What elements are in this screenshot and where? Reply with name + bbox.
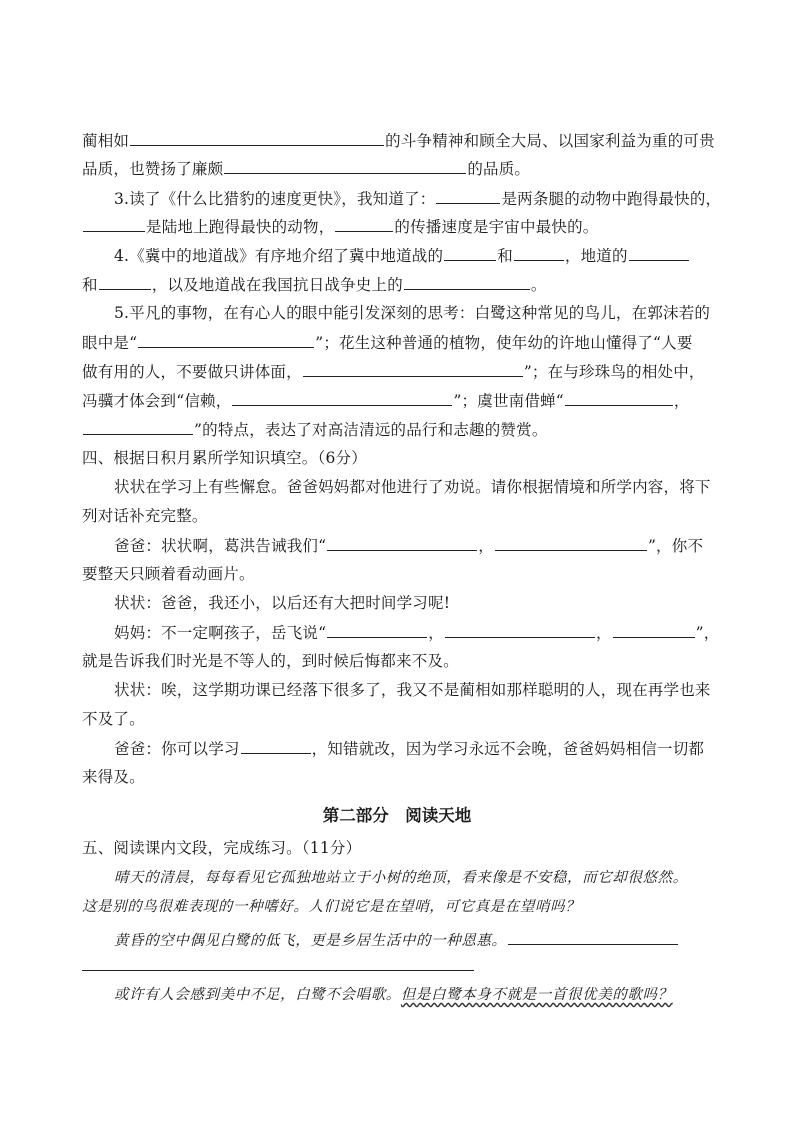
- answer-blank[interactable]: [514, 245, 564, 261]
- s4-dialog-dad-2: 爸爸：你可以学习 ，知错就改，因为学习永远不会晚，爸爸妈妈相信一切都: [114, 740, 705, 758]
- q4-line-2: 和 ，以及地道战在我国抗日战争史上的 。: [82, 276, 547, 294]
- s4-dialog-dad-1: 爸爸：状状啊，葛洪告诫我们“ ， ”，你不: [114, 537, 704, 555]
- q4-line-1: 4.《冀中的地道战》有序地介绍了冀中地道战的 和 ，地道的: [114, 245, 690, 266]
- answer-line[interactable]: [82, 970, 474, 971]
- s4-dialog-dad-2-cont: 来得及。: [82, 768, 145, 786]
- q3-line-2: 是陆地上跑得最快的动物， 的传播速度是宇宙中最快的。: [82, 216, 599, 237]
- answer-blank[interactable]: [404, 274, 530, 290]
- q5-line-1: 5.平凡的事物，在有心人的眼中能引发深刻的思考：白鹭这种常见的鸟儿，在郭沫若的: [114, 304, 711, 322]
- part-2-heading: 第二部分 阅读天地: [322, 806, 472, 825]
- answer-blank[interactable]: [130, 130, 384, 146]
- passage-p1-line-2: 这是别的鸟很难表现的一种嗜好。人们说它是在望哨，可它真是在望哨吗？: [82, 899, 581, 915]
- s4-dialog-kid-2: 状状：唉，这学期功课已经落下很多了，我又不是蔺相如那样聪明的人，现在再学也来: [114, 681, 711, 699]
- s4-dialog-dad-1-cont: 要整天只顾着看动画片。: [82, 565, 255, 583]
- answer-blank[interactable]: [444, 245, 496, 261]
- section-5-title: 五、阅读课内文段，完成练习。（11分）: [82, 839, 362, 857]
- answer-blank[interactable]: [495, 535, 647, 551]
- q5-line-3: 做有用的人，不要做只讲体面， ”；在与珍珠鸟的相处中，: [82, 363, 705, 381]
- answer-blank[interactable]: [327, 535, 477, 551]
- answer-blank[interactable]: [436, 188, 500, 204]
- answer-blank[interactable]: [83, 419, 193, 435]
- q3-line-1: 3.读了《什么比猎豹的速度更快》，我知道了： 是两条腿的动物中跑得最快的，: [114, 190, 722, 208]
- q2-line-1: 蔺相如 的斗争精神和顾全大局、以国家利益为重的可贵: [82, 132, 715, 150]
- q5-line-4: 冯骥才体会到“信赖， ”；虞世南借蝉“ ，: [82, 392, 690, 410]
- answer-blank[interactable]: [327, 622, 427, 638]
- q2-line-2: 品质，也赞扬了廉颇 的品质。: [82, 160, 531, 178]
- wavy-underlined-sentence: 但是白鹭本身不就是一首很优美的歌吗？: [400, 987, 673, 1003]
- answer-blank[interactable]: [232, 390, 452, 406]
- answer-blank[interactable]: [508, 929, 678, 945]
- s4-dialog-mom: 妈妈：不一定啊孩子，岳飞说“ ， ， ”，: [114, 624, 720, 642]
- answer-blank[interactable]: [629, 245, 689, 261]
- answer-blank[interactable]: [224, 158, 466, 174]
- answer-blank[interactable]: [99, 274, 151, 290]
- passage-p2-line-1: 黄昏的空中偶见白鹭的低飞，更是乡居生活中的一种恩惠。: [114, 929, 679, 951]
- answer-blank[interactable]: [445, 622, 595, 638]
- s4-dialog-kid-1: 状状：爸爸，我还小，以后还有大把时间学习呢!: [114, 594, 451, 612]
- s4-dialog-kid-2-cont: 不及了。: [82, 710, 145, 728]
- answer-blank[interactable]: [241, 738, 311, 754]
- q5-line-2: 眼中是“ ”；花生这种普通的植物，使年幼的许地山懂得了“人要: [82, 334, 693, 352]
- s4-intro-line-1: 状状在学习上有些懈怠。爸爸妈妈都对他进行了劝说。请你根据情境和所学内容，将下: [114, 478, 711, 496]
- answer-blank[interactable]: [83, 216, 145, 232]
- answer-blank[interactable]: [613, 622, 695, 638]
- answer-blank[interactable]: [138, 332, 314, 348]
- s4-dialog-mom-cont: 就是告诉我们时光是不等人的，到时候后悔都来不及。: [82, 652, 459, 670]
- s4-intro-line-2: 列对话补充完整。: [82, 507, 208, 525]
- q5-line-5: ”的特点，表达了对高洁清远的品行和志趣的赞赏。: [82, 419, 548, 440]
- answer-blank[interactable]: [335, 216, 393, 232]
- section-4-title: 四、根据日积月累所学知识填空。（6分）: [82, 449, 367, 467]
- passage-p3: 或许有人会感到美中不足，白鹭不会唱歌。但是白鹭本身不就是一首很优美的歌吗？: [114, 987, 673, 1003]
- answer-blank[interactable]: [303, 361, 523, 377]
- passage-p1-line-1: 晴天的清晨，每每看见它孤独地站立于小树的绝顶，看来像是不安稳，而它却很悠然。: [114, 870, 688, 886]
- answer-blank[interactable]: [565, 390, 673, 406]
